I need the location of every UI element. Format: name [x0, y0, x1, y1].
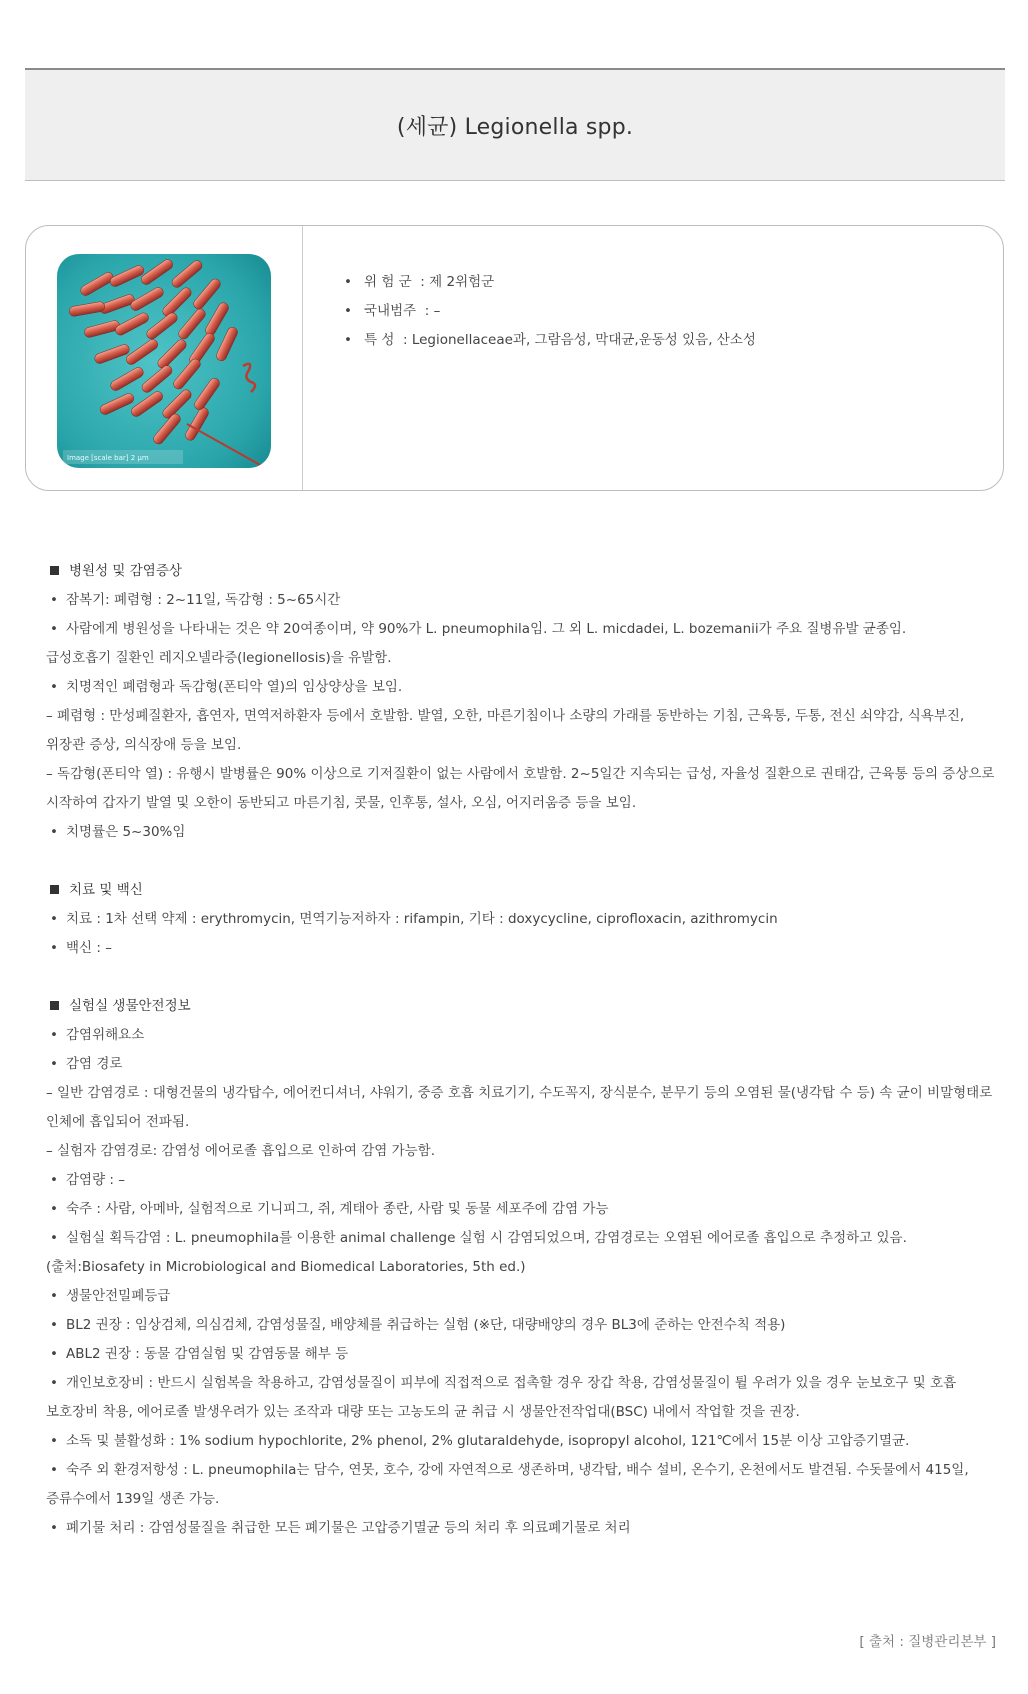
micrograph-watermark: Image [scale bar] 2 μm — [67, 454, 149, 462]
property-label: 특 성 — [364, 332, 395, 348]
list-item: • 치명적인 폐렴형과 독감형(폰티악 열)의 임상양상을 보임. — [46, 673, 996, 702]
list-item: • 치명률은 5~30%임 — [46, 818, 996, 847]
property-label: 위 험 군 — [364, 274, 412, 290]
list-item: • 감염량 : – — [46, 1166, 996, 1195]
summary-box — [25, 225, 1004, 491]
main-content — [46, 557, 996, 1543]
list-item: – 독감형(폰티악 열) : 유행시 발병률은 90% 이상으로 기저질환이 없는 사람에서 호발함. 2~5일간 지속되는 급성, 자율성 질환으로 권태감, 근육통 등의 증상으로 — [46, 766, 995, 782]
property-row-characteristics: • 특 성 : Legionellaceae과, 그람음성, 막대균,운동성 있음, 산소성 — [344, 332, 756, 348]
list-item: – 실험자 감염경로: 감염성 에어로졸 흡입으로 인하여 감염 가능함. — [46, 1143, 435, 1159]
list-item: • 숙주 외 환경저항성 : L. pneumophila는 담수, 연못, 호수, 강에 자연적으로 생존하며, 냉각탑, 배수 설비, 온수기, 온천에서도 발견됨. 수돗물에서 415일, — [46, 1456, 996, 1485]
list-item: • 감염위해요소 — [46, 1021, 996, 1050]
bacteria-micrograph-image — [57, 254, 271, 468]
list-item: – 일반 감염경로 : 대형건물의 냉각탑수, 에어컨디셔너, 샤워기, 중증 호흡 치료기기, 수도꼭지, 장식분수, 분무기 등의 오염된 물(냉각탑 수 등) 속 균이 비말형태로 — [46, 1085, 993, 1101]
property-label: 국내범주 — [364, 303, 417, 319]
property-row-risk-group: • 위 험 군 : 제 2위험군 — [344, 274, 495, 290]
list-item: • 생물안전밀폐등급 — [46, 1282, 996, 1311]
list-item: • 실험실 획득감염 : L. pneumophila를 이용한 animal challenge 실험 시 감염되었으며, 감염경로는 오염된 에어로졸 흡입으로 추정하고 있음. — [46, 1224, 996, 1253]
list-item: • 폐기물 처리 : 감염성물질을 취급한 모든 폐기물은 고압증기멸균 등의 처리 후 의료폐기물로 처리 — [46, 1514, 996, 1543]
list-item: • BL2 권장 : 임상검체, 의심검체, 감염성물질, 배양체를 취급하는 실험 (※단, 대량배양의 경우 BL3에 준하는 안전수칙 적용) — [46, 1311, 996, 1340]
list-item: • ABL2 권장 : 동물 감염실험 및 감염동물 해부 등 — [46, 1340, 996, 1369]
list-item: • 숙주 : 사람, 아메바, 실험적으로 기니피그, 쥐, 계태아 종란, 사람 및 동물 세포주에 감염 가능 — [46, 1195, 996, 1224]
list-item: 증류수에서 139일 생존 가능. — [46, 1491, 220, 1507]
list-item: 인체에 흡입되어 전파됨. — [46, 1114, 190, 1130]
box-divider — [302, 226, 303, 490]
list-item: • 사람에게 병원성을 나타내는 것은 약 20여종이며, 약 90%가 L. pneumophila임. 그 외 L. micdadei, L. bozemanii가 주요 질병유발 균종임. — [46, 615, 996, 644]
list-item: • 개인보호장비 : 반드시 실험복을 착용하고, 감염성물질이 피부에 직접적으로 접촉할 경우 장갑 착용, 감염성물질이 튈 우려가 있을 경우 눈보호구 및 호흡 — [46, 1369, 996, 1398]
list-item: – 폐렴형 : 만성폐질환자, 흡연자, 면역저하환자 등에서 호발함. 발열, 오한, 마른기침이나 소량의 가래를 동반하는 기침, 근육통, 두통, 전신 쇠약감, 식욕부진, — [46, 708, 965, 724]
list-item: 위장관 증상, 의식장애 등을 보임. — [46, 737, 242, 753]
property-value: 제 2위험군 — [429, 274, 495, 290]
property-value: Legionellaceae과, 그람음성, 막대균,운동성 있음, 산소성 — [411, 332, 756, 348]
square-bullet-icon — [50, 566, 59, 575]
list-item: • 감염 경로 — [46, 1050, 996, 1079]
list-item: • 백신 : – — [46, 934, 996, 963]
title-bar — [25, 68, 1005, 181]
property-list — [344, 268, 756, 355]
list-item: • 치료 : 1차 선택 약제 : erythromycin, 면역기능저하자 : rifampin, 기타 : doxycycline, ciprofloxacin, azithromycin — [46, 905, 996, 934]
property-row-domestic-category: • 국내범주 : – — [344, 303, 441, 319]
square-bullet-icon — [50, 885, 59, 894]
section-heading: 치료 및 백신 — [46, 876, 996, 905]
page-title: (세균) Legionella spp. — [396, 114, 634, 140]
list-item: 보호장비 착용, 에어로졸 발생우려가 있는 조작과 대량 또는 고농도의 균 취급 시 생물안전작업대(BSC) 내에서 작업할 것을 권장. — [46, 1404, 800, 1420]
list-item: 시작하여 갑자기 발열 및 오한이 동반되고 마른기침, 콧물, 인후통, 설사, 오심, 어지러움증 등을 보임. — [46, 795, 637, 811]
section-heading: 실험실 생물안전정보 — [46, 992, 996, 1021]
source-credit: [ 출처 : 질병관리본부 ] — [859, 1634, 996, 1650]
property-value: – — [433, 303, 441, 319]
list-item: (출처:Biosafety in Microbiological and Biomedical Laboratories, 5th ed.) — [46, 1259, 526, 1275]
section-heading: 병원성 및 감염증상 — [46, 557, 996, 586]
list-item: • 소독 및 불활성화 : 1% sodium hypochlorite, 2% phenol, 2% glutaraldehyde, isopropyl alcohol, 121℃에서 15분 이상 고압증기멸균. — [46, 1427, 996, 1456]
list-item: 급성호흡기 질환인 레지오넬라증(legionellosis)을 유발함. — [46, 650, 392, 666]
square-bullet-icon — [50, 1001, 59, 1010]
micrograph-svg — [57, 254, 271, 468]
list-item: • 잠복기: 폐렴형 : 2~11일, 독감형 : 5~65시간 — [46, 586, 996, 615]
